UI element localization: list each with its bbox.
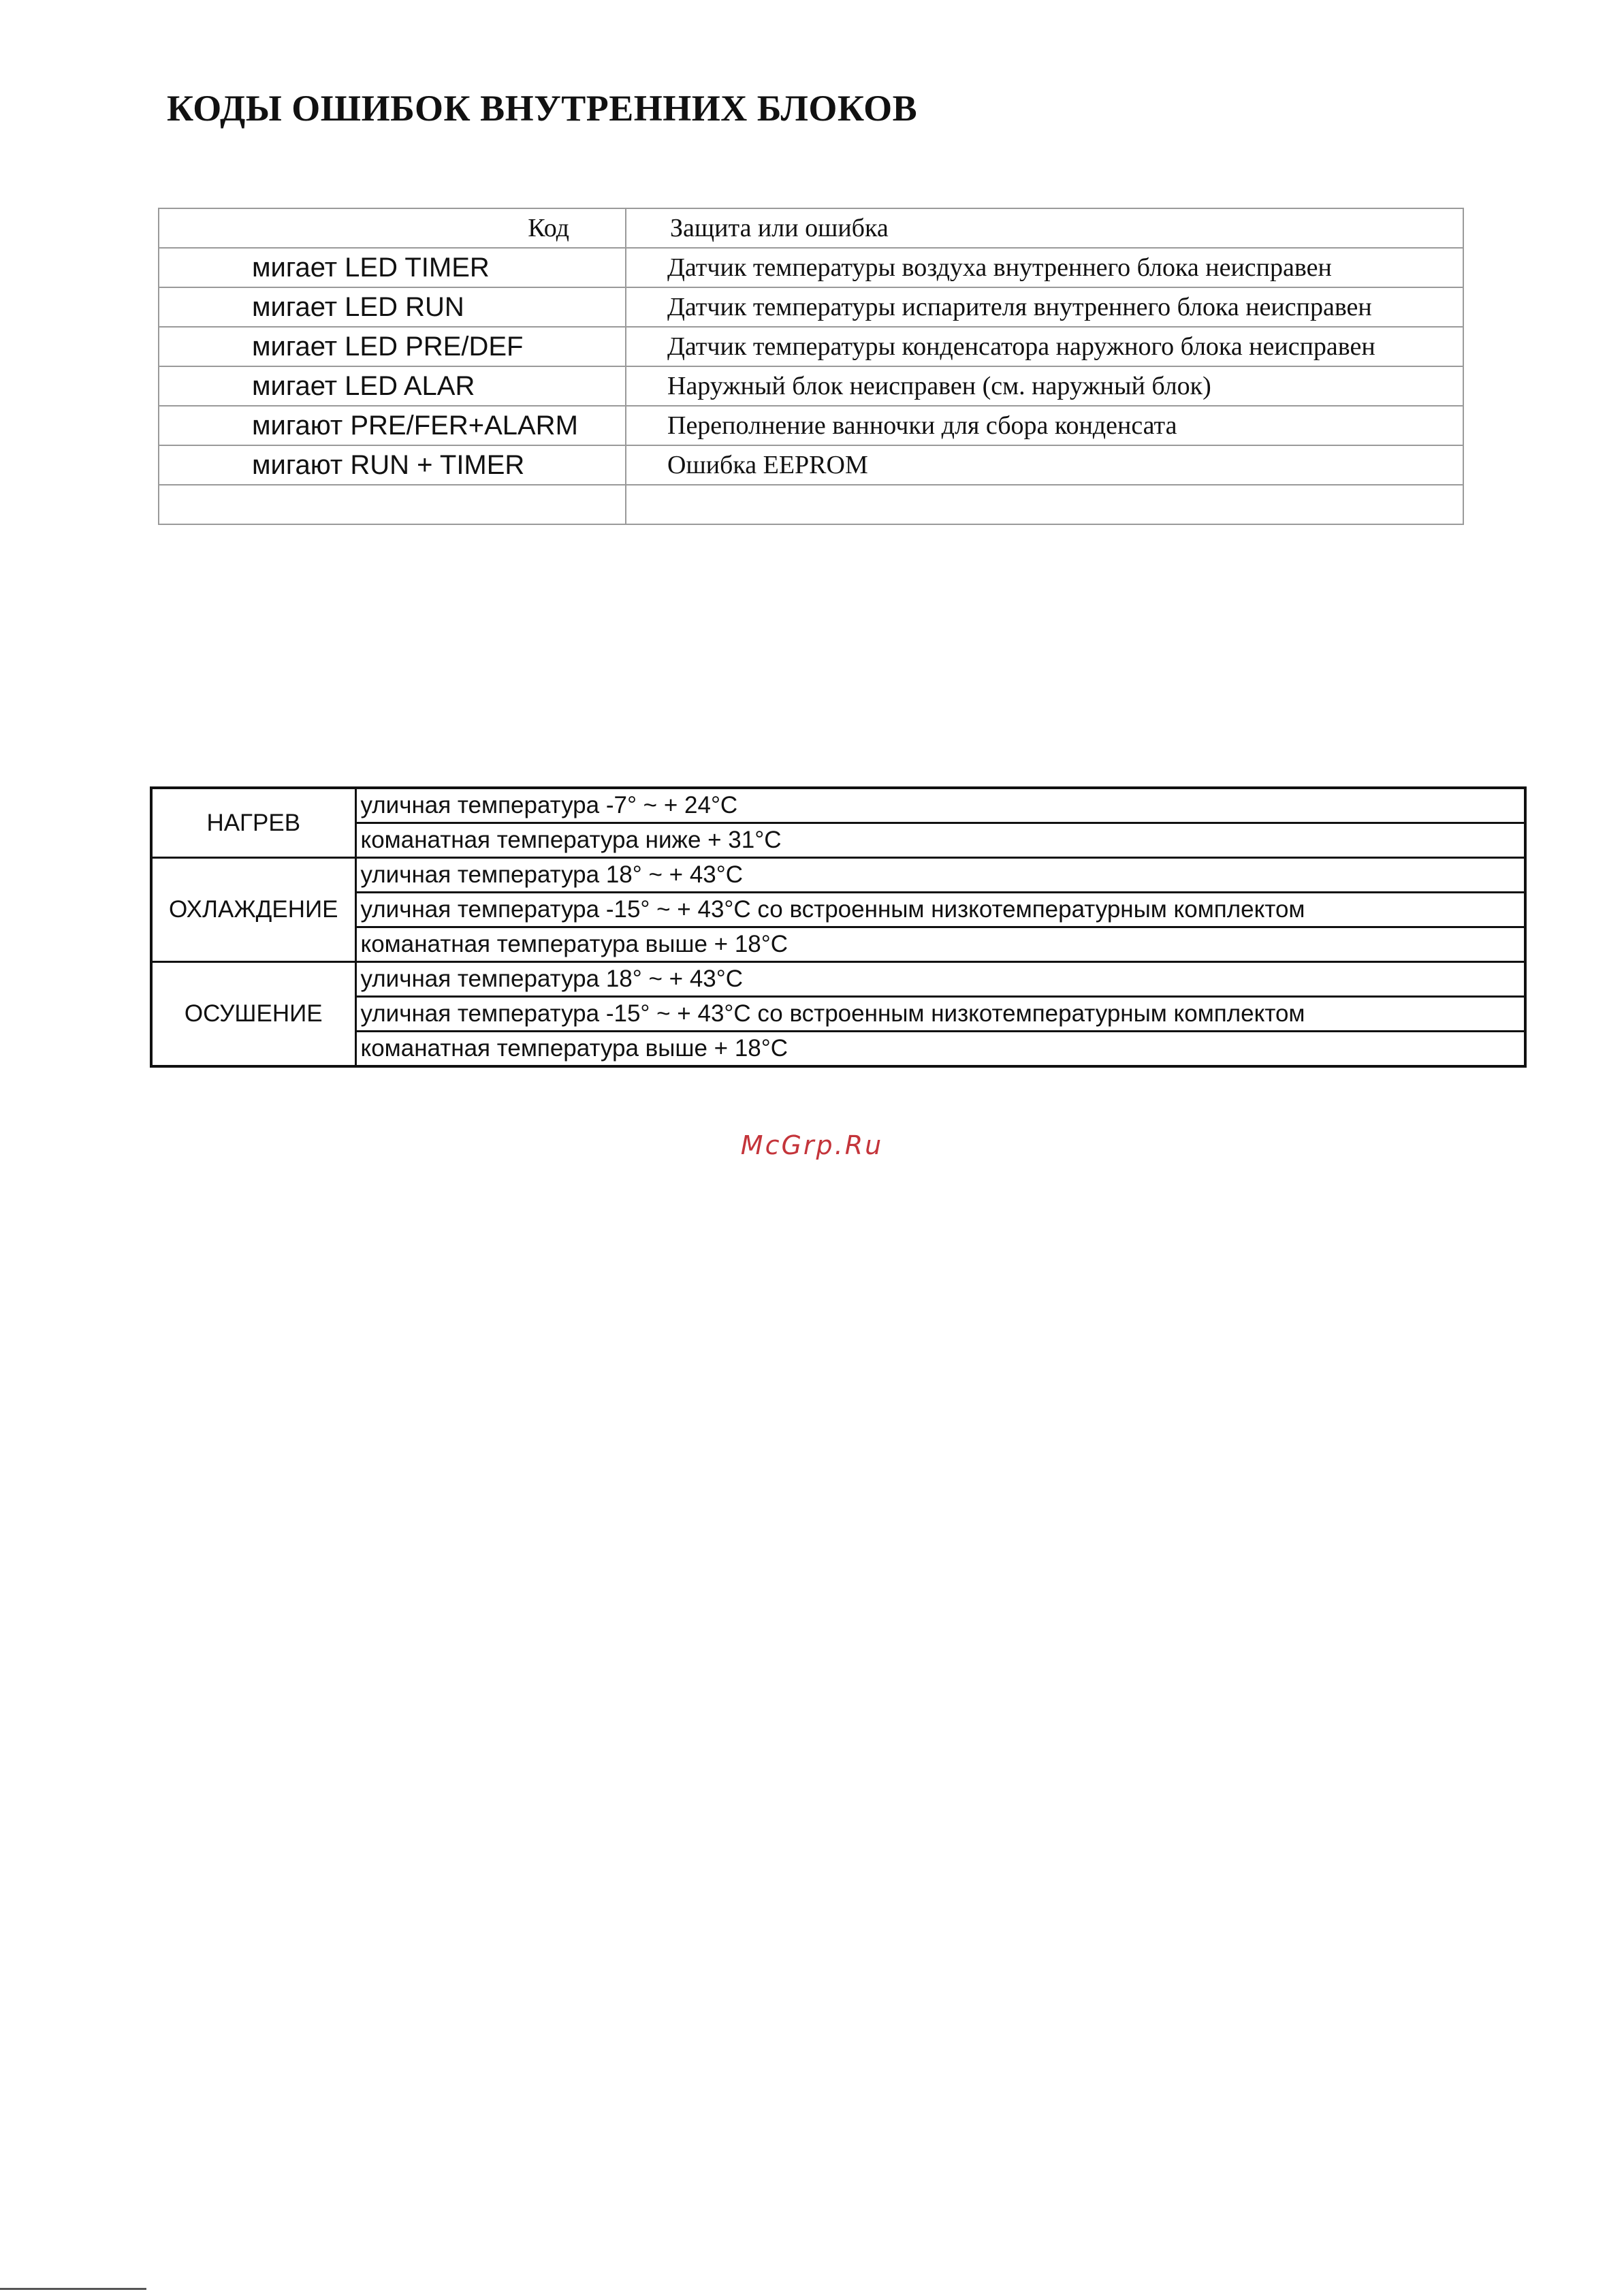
error-code: мигают PRE/FER+ALARM — [159, 406, 626, 445]
table-header-row — [159, 208, 1463, 248]
mode-label-drying: ОСУШЕНИЕ — [151, 962, 355, 1067]
table-row — [159, 406, 1463, 445]
table-row — [159, 327, 1463, 366]
error-description: Наружный блок неисправен (см. наружный блок) — [626, 366, 1463, 406]
table-row — [151, 1032, 1525, 1067]
error-description: Датчик температуры испарителя внутреннего блока неисправен — [626, 287, 1463, 327]
mode-condition: команатная температура выше + 18°C — [355, 1032, 1525, 1067]
table-row — [151, 858, 1525, 893]
error-description: Ошибка EEPROM — [626, 445, 1463, 485]
mode-label-cooling: ОХЛАЖДЕНИЕ — [151, 858, 355, 962]
column-header-code: Код — [159, 208, 626, 248]
table-row — [151, 927, 1525, 962]
error-code: мигает LED RUN — [159, 287, 626, 327]
mode-condition: уличная температура 18° ~ + 43°C — [355, 962, 1525, 997]
error-description: Переполнение ванночки для сбора конденсата — [626, 406, 1463, 445]
mode-condition: уличная температура 18° ~ + 43°C — [355, 858, 1525, 893]
mode-condition: уличная температура -15° ~ + 43°C со встроенным низкотемпературным комплектом — [355, 997, 1525, 1032]
column-header-description: Защита или ошибка — [626, 208, 1463, 248]
error-code: мигает LED ALAR — [159, 366, 626, 406]
error-description: Датчик температуры воздуха внутреннего блока неисправен — [626, 248, 1463, 287]
error-description: Датчик температуры конденсатора наружного блока неисправен — [626, 327, 1463, 366]
table-row — [159, 248, 1463, 287]
mode-condition: команатная температура ниже + 31°C — [355, 823, 1525, 858]
table-row — [159, 366, 1463, 406]
table-row — [151, 823, 1525, 858]
table-row — [151, 962, 1525, 997]
error-code: мигает LED TIMER — [159, 248, 626, 287]
error-code — [159, 485, 626, 524]
table-row — [151, 893, 1525, 927]
page-title: КОДЫ ОШИБОК ВНУТРЕННИХ БЛОКОВ — [167, 88, 918, 129]
error-description — [626, 485, 1463, 524]
table-row — [151, 997, 1525, 1032]
mode-label-heating: НАГРЕВ — [151, 788, 355, 858]
watermark: McGrp.Ru — [740, 1130, 884, 1160]
mode-condition: уличная температура -7° ~ + 24°C — [355, 788, 1525, 823]
mode-condition: уличная температура -15° ~ + 43°C со встроенным низкотемпературным комплектом — [355, 893, 1525, 927]
operating-range-table — [150, 786, 1527, 1068]
table-row — [159, 287, 1463, 327]
mode-condition: команатная температура выше + 18°C — [355, 927, 1525, 962]
error-code: мигает LED PRE/DEF — [159, 327, 626, 366]
table-row-empty — [159, 485, 1463, 524]
error-codes-table — [158, 208, 1464, 525]
table-row — [151, 788, 1525, 823]
error-code: мигают RUN + TIMER — [159, 445, 626, 485]
footer-divider — [0, 2288, 146, 2290]
table-row — [159, 445, 1463, 485]
